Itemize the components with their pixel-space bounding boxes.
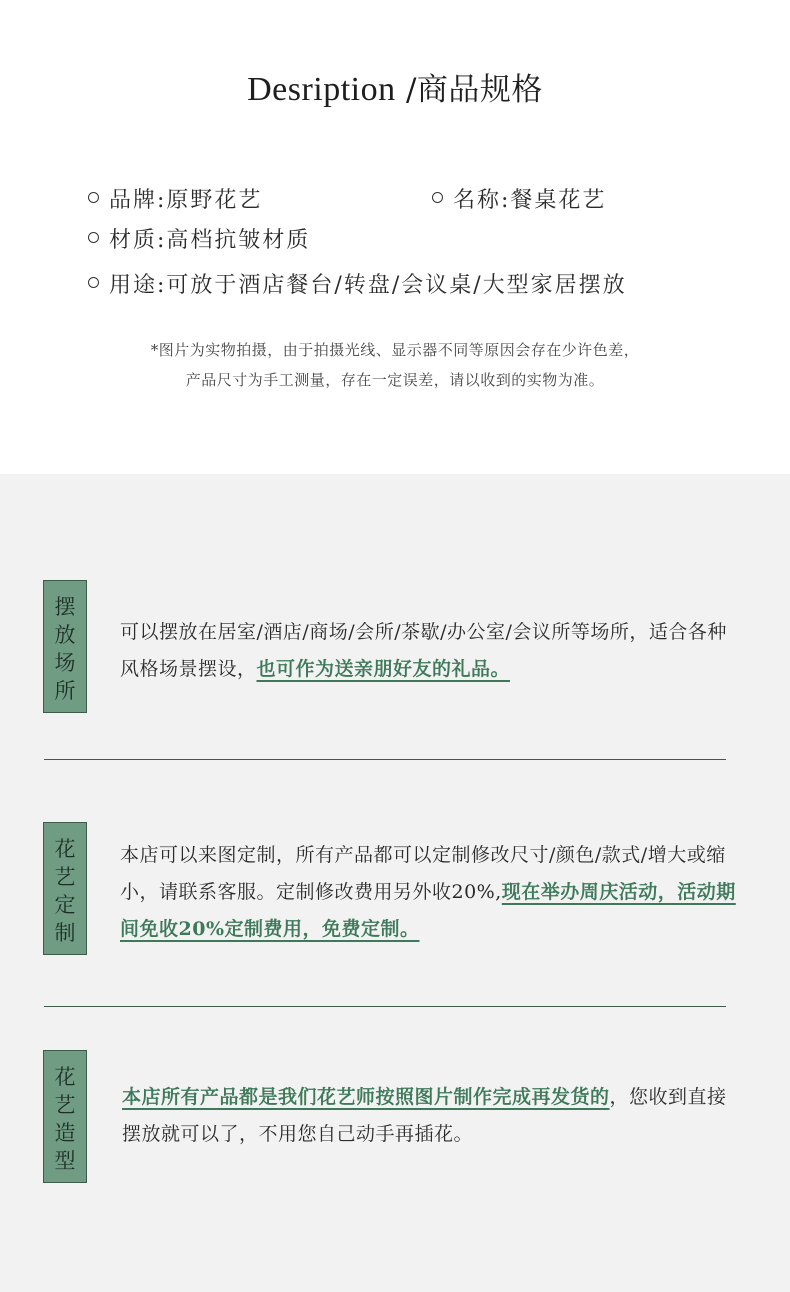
title-english: Desription bbox=[247, 71, 396, 108]
arrangement-paragraph bbox=[122, 1079, 744, 1153]
tag-char: 型 bbox=[54, 1149, 76, 1173]
tag-char: 花 bbox=[54, 837, 76, 861]
tag-char: 制 bbox=[54, 921, 76, 945]
placement-text: 可以摆放在居室/酒店/商场/会所/茶歇/办公室/会议所等场所，适合各种风格场景摆设， bbox=[120, 621, 727, 680]
divider bbox=[44, 759, 726, 760]
circle-bullet-icon bbox=[88, 192, 99, 203]
placement-highlight: 也可作为送亲朋好友的礼品。 bbox=[256, 658, 511, 680]
page-title bbox=[0, 64, 790, 109]
spec-usage-text: 用途:可放于酒店餐台/转盘/会议桌/大型家居摆放 bbox=[109, 273, 627, 298]
spec-material-text: 材质:高档抗皱材质 bbox=[109, 228, 311, 253]
tag-char: 花 bbox=[54, 1065, 76, 1089]
tag-customization bbox=[43, 822, 87, 955]
customization-text: 本店可以来图定制，所有产品都可以定制修改尺寸/颜色/款式/增大或缩小，请联系客服。定制修改费用另外收20%, bbox=[120, 844, 726, 903]
tag-placement bbox=[43, 580, 87, 713]
tag-arrangement bbox=[43, 1050, 87, 1183]
spec-panel bbox=[0, 0, 790, 474]
circle-bullet-icon bbox=[88, 232, 99, 243]
arrangement-text: ，您收到直接摆放就可以了，不用您自己动手再插花。 bbox=[122, 1086, 727, 1145]
tag-char: 摆 bbox=[54, 595, 76, 619]
tag-char: 艺 bbox=[54, 865, 76, 889]
tag-char: 艺 bbox=[54, 1093, 76, 1117]
tag-char: 所 bbox=[54, 679, 76, 703]
divider bbox=[44, 1006, 726, 1007]
spec-usage bbox=[88, 268, 627, 299]
customization-paragraph bbox=[120, 837, 745, 948]
tag-char: 放 bbox=[54, 623, 76, 647]
customization-highlight: 现在举办周庆活动，活动期间免收20%定制费用，免费定制。 bbox=[120, 881, 736, 940]
spec-name-text: 名称:餐桌花艺 bbox=[453, 188, 607, 213]
tag-char: 定 bbox=[54, 893, 76, 917]
placement-paragraph bbox=[120, 614, 735, 688]
spec-brand bbox=[88, 183, 262, 214]
spec-name bbox=[432, 183, 606, 214]
disclaimer-line-1: *图片为实物拍摄，由于拍摄光线、显示器不同等原因会存在少许色差， bbox=[150, 341, 640, 359]
circle-bullet-icon bbox=[432, 192, 443, 203]
circle-bullet-icon bbox=[88, 277, 99, 288]
disclaimer-line-2: 产品尺寸为手工测量，存在一定误差，请以收到的实物为准。 bbox=[185, 371, 605, 389]
tag-char: 场 bbox=[54, 651, 76, 675]
spec-material bbox=[88, 223, 310, 254]
title-chinese: /商品规格 bbox=[395, 72, 543, 108]
arrangement-highlight: 本店所有产品都是我们花艺师按照图片制作完成再发货的 bbox=[122, 1086, 610, 1108]
spec-brand-text: 品牌:原野花艺 bbox=[109, 188, 263, 213]
tag-char: 造 bbox=[54, 1121, 76, 1145]
